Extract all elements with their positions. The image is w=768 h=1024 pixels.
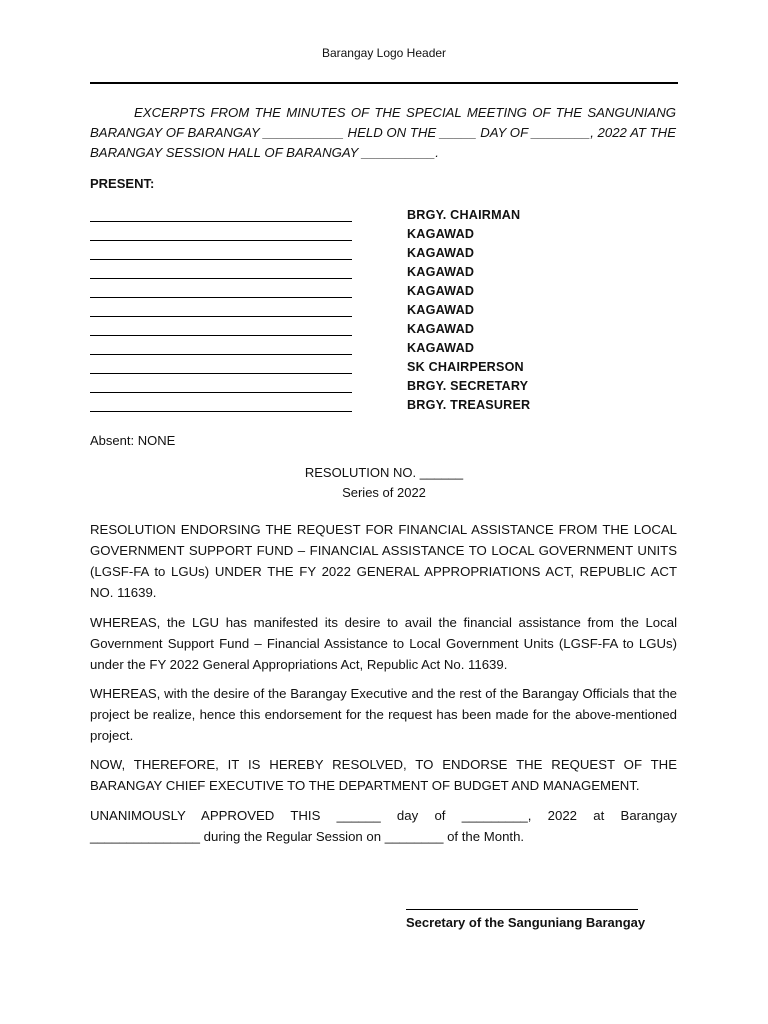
attendee-row	[90, 224, 678, 243]
attendee-title: BRGY. CHAIRMAN	[407, 207, 521, 222]
attendee-title: KAGAWAD	[407, 245, 475, 260]
signature-line	[406, 909, 638, 910]
attendee-title: BRGY. SECRETARY	[407, 378, 529, 393]
name-blank-line	[90, 259, 352, 260]
attendee-row	[90, 243, 678, 262]
name-blank-line	[90, 392, 352, 393]
attendee-row	[90, 338, 678, 357]
attendee-row	[90, 319, 678, 338]
name-blank-line	[90, 278, 352, 279]
name-blank-line	[90, 221, 352, 222]
absent-line: Absent: NONE	[90, 433, 176, 448]
attendee-row	[90, 376, 678, 395]
logo-header-text: Barangay Logo Header	[321, 46, 447, 60]
approval-paragraph: UNANIMOUSLY APPROVED THIS ______ day of _________, 2022 at Barangay _______________ during the Regular Session on ________ of the Month.	[90, 808, 677, 844]
attendee-title: KAGAWAD	[407, 283, 475, 298]
attendee-title: BRGY. TREASURER	[407, 397, 531, 412]
name-blank-line	[90, 316, 352, 317]
attendee-row	[90, 262, 678, 281]
resolution-heading	[0, 463, 768, 503]
present-label: PRESENT:	[90, 176, 155, 191]
resolution-title-paragraph: RESOLUTION ENDORSING THE REQUEST FOR FINANCIAL ASSISTANCE FROM THE LOCAL GOVERNMENT SUPPORT FUND – FINANCIAL ASSISTANCE TO LOCAL GOVERNMENT UNITS (LGSF-FA to LGUs) UNDER THE FY 2022 GENERAL APPROPRIATIONS ACT, REPUBLIC ACT NO. 11639.	[90, 522, 677, 600]
attendee-title: SK CHAIRPERSON	[407, 359, 524, 374]
attendee-row	[90, 300, 678, 319]
attendee-row	[90, 281, 678, 300]
name-blank-line	[90, 373, 352, 374]
name-blank-line	[90, 354, 352, 355]
attendee-title: KAGAWAD	[407, 302, 475, 317]
attendee-list	[90, 205, 678, 414]
resolution-number: RESOLUTION NO. ______	[304, 465, 464, 480]
name-blank-line	[90, 240, 352, 241]
resolution-series: Series of 2022	[342, 485, 426, 500]
name-blank-line	[90, 297, 352, 298]
attendee-title: KAGAWAD	[407, 264, 475, 279]
attendee-title: KAGAWAD	[407, 340, 475, 355]
attendee-title: KAGAWAD	[407, 226, 475, 241]
resolved-paragraph: NOW, THEREFORE, IT IS HEREBY RESOLVED, TO ENDORSE THE REQUEST OF THE BARANGAY CHIEF EXECUTIVE TO THE DEPARTMENT OF BUDGET AND MANAGEMENT.	[90, 757, 677, 793]
attendee-title: KAGAWAD	[407, 321, 475, 336]
attendee-row	[90, 395, 678, 414]
name-blank-line	[90, 411, 352, 412]
name-blank-line	[90, 335, 352, 336]
whereas-paragraph-2: WHEREAS, with the desire of the Barangay Executive and the rest of the Barangay Officials that the project be realize, hence this endorsement for the request has been made for the above-mentioned project.	[90, 686, 677, 743]
attendee-row	[90, 357, 678, 376]
excerpt-paragraph: EXCERPTS FROM THE MINUTES OF THE SPECIAL MEETING OF THE SANGUNIANG BARANGAY OF BARANGAY ___________ HELD ON THE _____ DAY OF ________, 2022 AT THE BARANGAY SESSION HALL OF BARANGAY __________.	[90, 105, 676, 160]
header-divider	[90, 82, 678, 84]
attendee-row	[90, 205, 678, 224]
signatory-title: Secretary of the Sanguniang Barangay	[406, 915, 646, 930]
whereas-paragraph-1: WHEREAS, the LGU has manifested its desire to avail the financial assistance from the Local Government Support Fund – Financial Assistance to Local Government Units (LGSF-FA to LGUs) under the FY 2022 General Appropriations Act, Republic Act No. 11639.	[90, 615, 677, 672]
